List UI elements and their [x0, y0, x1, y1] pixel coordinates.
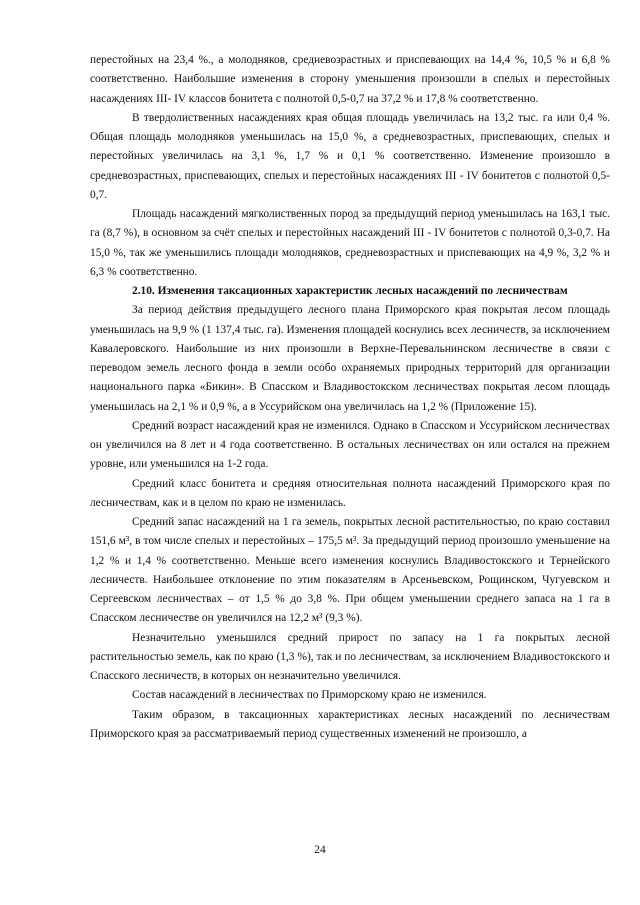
- paragraph-hardwood: В твердолиственных насаждениях края общая площадь увеличилась на 13,2 тыс. га или 0,4 %. Общая площадь молодняков уменьшилась на 15,0 %, а средневозрастных, приспевающих, спелых и перестойных увеличилась на 3,1 %, 1,7 % и 0,1 % соответственно. Изменение произошло в средневозрастных, приспевающих, спелых и перестойных насаждениях III - IV бонитетов с полнотой 0,5-0,7.: [90, 111, 610, 201]
- section-heading: 2.10. Изменения таксационных характеристик лесных насаждений по лесничествам: [132, 285, 568, 297]
- paragraph-softwood: Площадь насаждений мягколиственных пород за предыдущий период уменьшилась на 163,1 тыс. га (8,7 %), в основном за счёт спелых и перестойных насаждений III - IV бонитетов с полнотой 0,3-0,7. На 15,0 %, так же уменьшились площади молодняков, средневозрастных и приспевающих на 4,9 %, 3,2 % и 6,3 % соответственно.: [90, 208, 610, 278]
- paragraph-composition: Состав насаждений в лесничествах по Приморскому краю не изменился.: [132, 689, 487, 702]
- paragraph-average-stock: Средний запас насаждений на 1 га земель, покрытых лесной растительностью, по краю составил 151,6 м³, в том числе спелых и перестойных – 175,5 м³. За предыдущий период произошло уменьшение на 1,2 % и 1,4 % соответственно. Меньше всего изменения коснулись Владивостокского и Тернейского лесничеств. Наибольшее отклонение по этим показателям в Арсеньевском, Рощинском, Чугуевском и Сергеевском лесничествах – от 1,5 % до 3,8 %. При общем уменьшении среднего запаса на 1 га в Спасском лесничестве он увеличился на 12,2 м³ (9,3 %).: [90, 516, 610, 625]
- paragraph-average-growth: Незначительно уменьшился средний прирост по запасу на 1 га покрытых лесной растительностью земель, как по краю (1,3 %), так и по лесничествам, за исключением Владивостокского и Спасского лесничеств, в которых он незначительно увеличился.: [90, 631, 610, 682]
- page-number: 24: [314, 844, 326, 856]
- paragraph-average-age: Средний возраст насаждений края не изменился. Однако в Спасском и Уссурийском лесничествах он увеличился на 8 лет и 4 года соответственно. В остальных лесничествах он или остался на прежнем уровне, или уменьшился на 1-2 года.: [90, 419, 610, 471]
- paragraph-site-class: Средний класс бонитета и средняя относительная полнота насаждений Приморского края по лесничествам, как и в целом по краю не изменилась.: [90, 477, 610, 509]
- page-body: [90, 51, 610, 744]
- paragraph-conclusion: Таким образом, в таксационных характеристиках лесных насаждений по лесничествам Приморского края за рассматриваемый период существенных изменений не произошло, а: [90, 708, 610, 740]
- paragraph-continuation: перестойных на 23,4 %., а молодняков, средневозрастных и приспевающих на 14,4 %, 10,5 % и 6,8 % соответственно. Наибольшие изменения в сторону уменьшения произошли в спелых и перестойных насаждениях III- IV классов бонитета с полнотой 0,5-0,7 на 37,2 % и 17,8 % соответственно.: [90, 54, 610, 105]
- paragraph-forest-area: За период действия предыдущего лесного плана Приморского края покрытая лесом площадь уменьшилась на 9,9 % (1 137,4 тыс. га). Изменения площадей коснулись всех лесничеств, за исключением Кавалеровского. Наибольшие из них произошли в Верхне-Перевальнинском лесничестве в связи с переводом земель лесного фонда в земли особо охраняемых природных территорий для организации национального парка «Бикин». В Спасском и Владивостокском лесничествах покрытая лесом площадь уменьшилась на 2,1 % и 0,9 %, а в Уссурийском она увеличилась на 1,2 % (Приложение 15).: [90, 304, 610, 413]
